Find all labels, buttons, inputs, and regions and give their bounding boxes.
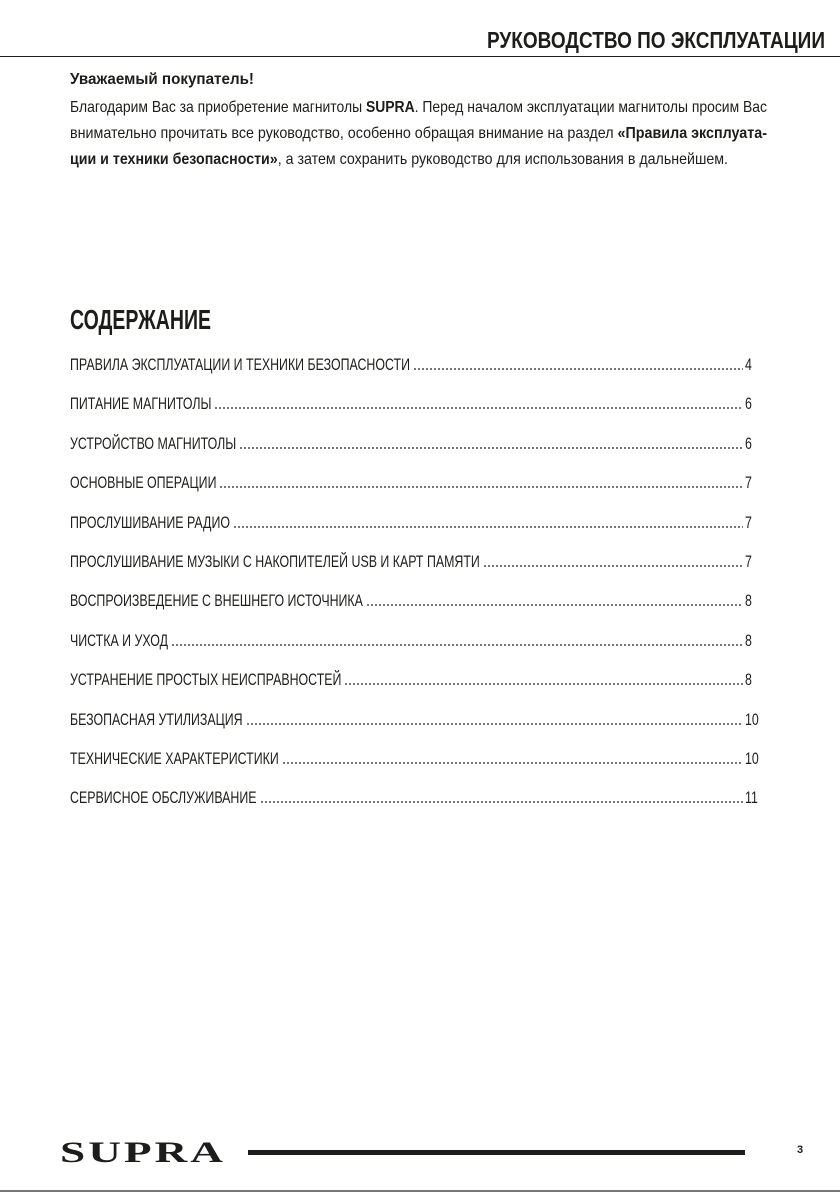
toc-entry-title: ПРАВИЛА ЭКСПЛУАТАЦИИ И ТЕХНИКИ БЕЗОПАСНОСТИ xyxy=(70,355,410,374)
toc-entry xyxy=(70,542,752,581)
toc-dot-leader xyxy=(344,683,743,685)
toc-entry-title: СЕРВИСНОЕ ОБСЛУЖИВАНИЕ xyxy=(70,788,257,808)
toc-entry-title: УСТРОЙСТВО МАГНИТОЛЫ xyxy=(70,433,237,453)
toc-dot-leader xyxy=(219,486,743,488)
intro-text: внимательно прочитать все руководство, особенно обращая внимание на раздел xyxy=(70,125,618,142)
greeting-heading: Уважаемый покупатель! xyxy=(70,71,254,88)
toc-entry xyxy=(70,700,759,739)
toc-entry-page: 8 xyxy=(745,630,752,650)
toc-dot-leader xyxy=(214,407,743,409)
toc-entry xyxy=(70,739,759,778)
page-number: 3 xyxy=(797,1144,804,1156)
footer-rule xyxy=(248,1150,745,1155)
toc-entry-title: ПРОСЛУШИВАНИЕ РАДИО xyxy=(70,512,230,532)
toc-entry-page: 11 xyxy=(745,788,758,808)
toc-dot-leader xyxy=(282,762,743,764)
toc-entry-page: 10 xyxy=(745,748,759,768)
toc-entry-page: 7 xyxy=(745,512,752,532)
toc-entry xyxy=(70,384,752,423)
toc-dot-leader xyxy=(246,723,743,725)
toc-entry-page: 8 xyxy=(745,670,752,690)
intro-line-3-text xyxy=(70,147,728,173)
toc-dot-leader xyxy=(233,526,743,528)
header-rule xyxy=(0,56,840,57)
toc-entry-title: ПРОСЛУШИВАНИЕ МУЗЫКИ С НАКОПИТЕЛЕЙ USB И КАРТ ПАМЯТИ xyxy=(70,551,480,571)
toc-entry-page: 10 xyxy=(745,709,759,729)
toc-entry xyxy=(70,778,758,817)
brand-name: SUPRA xyxy=(365,99,415,116)
toc-entry-page: 7 xyxy=(745,473,752,493)
toc-dot-leader xyxy=(366,604,743,606)
toc-entry xyxy=(70,463,752,502)
section-reference: ции и техники безопасности» xyxy=(70,151,278,168)
toc-dot-leader xyxy=(239,447,743,449)
toc-entry-title: ОСНОВНЫЕ ОПЕРАЦИИ xyxy=(70,473,217,493)
toc-dot-leader xyxy=(413,368,743,370)
toc-entry-title: ПИТАНИЕ МАГНИТОЛЫ xyxy=(70,394,212,414)
toc-entry-page: 6 xyxy=(745,433,752,453)
toc-dot-leader xyxy=(483,565,743,567)
intro-line-1-text xyxy=(70,95,767,121)
toc-entry-page: 7 xyxy=(745,551,752,571)
table-of-contents xyxy=(70,345,759,818)
toc-entry-title: ВОСПРОИЗВЕДЕНИЕ С ВНЕШНЕГО ИСТОЧНИКА xyxy=(70,591,363,611)
toc-entry-title: БЕЗОПАСНАЯ УТИЛИЗАЦИЯ xyxy=(70,709,243,729)
toc-entry-title: УСТРАНЕНИЕ ПРОСТЫХ НЕИСПРАВНОСТЕЙ xyxy=(70,670,342,690)
toc-entry xyxy=(70,345,752,384)
intro-line-2 xyxy=(70,121,767,147)
toc-entry-page: 4 xyxy=(745,355,752,374)
toc-entry xyxy=(70,581,752,620)
intro-line-3 xyxy=(70,147,767,173)
intro-text: , а затем сохранить руководство для использования в дальнейшем. xyxy=(277,151,728,168)
toc-entry-page: 6 xyxy=(745,394,752,414)
toc-entry-title: ЧИСТКА И УХОД xyxy=(70,630,168,650)
toc-dot-leader xyxy=(260,801,743,803)
toc-dot-leader xyxy=(171,644,743,646)
toc-entry xyxy=(70,424,752,463)
intro-text: Благодарим Вас за приобретение магнитолы xyxy=(70,99,366,116)
toc-entry-page: 8 xyxy=(745,591,752,611)
intro-paragraph xyxy=(70,95,767,173)
toc-entry-title: ТЕХНИЧЕСКИЕ ХАРАКТЕРИСТИКИ xyxy=(70,748,279,768)
contents-heading: СОДЕРЖАНИЕ xyxy=(70,304,211,335)
intro-line-2-text xyxy=(70,121,767,147)
toc-entry xyxy=(70,621,752,660)
supra-logo: SUPRA xyxy=(60,1136,226,1169)
toc-entry xyxy=(70,503,752,542)
section-reference: «Правила эксплуата- xyxy=(617,125,767,142)
running-header-title: РУКОВОДСТВО ПО ЭКСПЛУАТАЦИИ xyxy=(487,27,825,53)
intro-text: . Перед началом эксплуатации магнитолы просим Вас xyxy=(414,99,767,116)
toc-entry xyxy=(70,660,752,699)
intro-line-1 xyxy=(70,95,767,121)
